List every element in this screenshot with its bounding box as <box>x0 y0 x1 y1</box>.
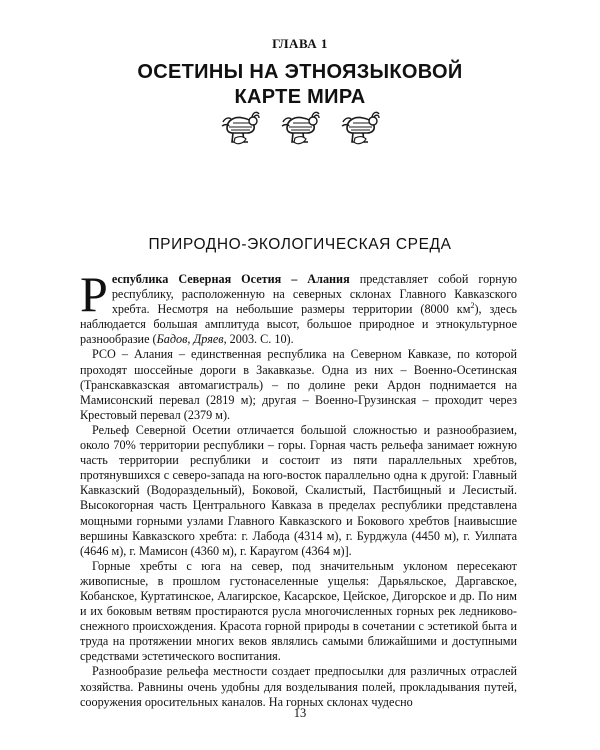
animal-ornament-icon <box>219 108 261 148</box>
drop-cap: Р <box>80 266 108 322</box>
animal-ornament-icon <box>279 108 321 148</box>
page-number: 13 <box>293 706 307 720</box>
paragraph-1-lead: еспублика Северная Осетия – Алания <box>111 272 350 286</box>
chapter-title <box>0 60 600 110</box>
body-text <box>80 266 517 710</box>
chapter-title-line-1: ОСЕТИНЫ НА ЭТНОЯЗЫКОВОЙ <box>137 61 463 83</box>
animal-ornament-icon <box>339 108 381 148</box>
chapter-title-line-2: КАРТЕ МИРА <box>234 86 366 108</box>
section-title: ПРИРОДНО-ЭКОЛОГИЧЕСКАЯ СРЕДА <box>148 236 452 253</box>
paragraph-3: Рельеф Северной Осетии отличается большой сложностью и разнообразием, около 70% территории республики – горы. Горная часть рельефа занимает южную часть территории республики и состоит из пяти параллельных хребтов, протянувшихся с северо-запада на юго-восток параллельно одна к другой: Главный Кавказский (Водораздельный), Боковой, Скалистый, Пастбищный и Лесистый. Высокогорная часть Центрального Кавказа в пределах республики представлена мощными горными узлами Главного Кавказского и Бокового хребтов [наивысшие вершины Кавказского хребта: г. Лабода (4314 м), г. Бурджула (4450 м), г. Уилпата (4646 м), г. Мамисон (4360 м), г. Караугом (4364 м)]. <box>80 422 517 558</box>
citation-authors: Бадов, Дряев <box>156 332 224 347</box>
paragraph-1-text-a: представляет собой горную республику, расположенную на северных склонах Главного Кавказского хребта. Несмотря на небольшие размеры территории (8000 км <box>111 272 517 317</box>
chapter-label: ГЛАВА 1 <box>272 36 328 51</box>
paragraph-1-text-b: ), здесь наблюдается большая амплитуда высот, большое природное и этнокультурное разнообразие ( <box>80 302 517 347</box>
paragraph-4: Горные хребты с юга на север, под значительным уклоном пересекают живописные, в прошлом густонаселенные ущелья: Дарьяльское, Даргавское, Кобанское, Куртатинское, Алагирское, Касарское, Цейское, Дигорское и др. По ним и их боковым ветвям простираются русла многочисленных горных рек ледниково-снежного происхождения. Красота горной природы в сочетании с эстетикой быта и труда на протяжении многих веков являлись самыми ближайшими и доступными средствами эстетического воспитания. <box>80 558 517 664</box>
paragraph-2: РСО – Алания – единственная республика на Северном Кавказе, по которой проходят шоссейные дороги в Закавказье. Одна из них – Военно-Осетинская (Транскавказская автомагистраль) – по долине реки Ардон поднимается на Мамисонский перевал (2819 м); другая – Военно-Грузинская – проходит через Крестовый перевал (2379 м). <box>80 347 517 422</box>
paragraph-1 <box>80 266 517 347</box>
paragraph-1-text-c: , 2003. С. 10). <box>223 332 294 347</box>
ornament-row <box>0 108 600 148</box>
superscript-2: 2 <box>470 301 475 311</box>
paragraph-5: Разнообразие рельефа местности создает предпосылки для различных отраслей хозяйства. Равнины очень удобны для возделывания полей, прокладывания путей, сооружения оросительных каналов. На горных склонах чудесно <box>80 664 517 709</box>
